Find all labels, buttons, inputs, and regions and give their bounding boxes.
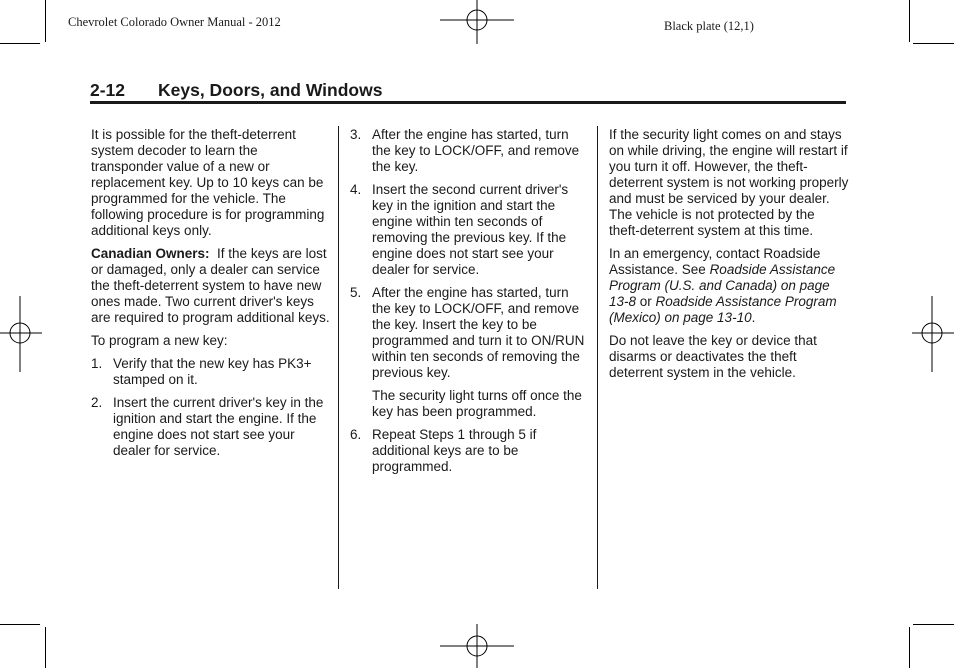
- key-warning-paragraph: Do not leave the key or device that disarms or deactivates the theft deterrent system in the vehicle.: [609, 333, 817, 380]
- header-rule: [90, 101, 846, 104]
- column-divider: [597, 126, 598, 589]
- registration-mark-bottom: [440, 624, 514, 668]
- step-item: [350, 285, 590, 420]
- steps-list: [350, 127, 590, 475]
- manual-title-plate: Chevrolet Colorado Owner Manual - 2012: [68, 15, 281, 29]
- step-text: Insert the current driver's key in the ignition and start the engine. If the engine does not start see your dealer for service.: [113, 395, 324, 458]
- canadian-owners-text: If the keys are lost or damaged, only a dealer can service the theft-deterrent system to have new ones made. Two current driver's keys are required to program additional keys.: [91, 246, 330, 325]
- step-item: [350, 427, 590, 475]
- emergency-prefix: In an emergency, contact Roadside Assistance. See: [609, 246, 821, 277]
- emergency-conjunction: or: [636, 294, 656, 309]
- step-text: Insert the second current driver's key in the ignition and start the engine within ten seconds of removing the previous key. If the engine does not start see your dealer for service.: [372, 182, 569, 277]
- page-number: 2-12: [90, 80, 126, 100]
- steps-list: [91, 356, 331, 459]
- roadside-mexico-reference[interactable]: Roadside Assistance Program (Mexico) on page 13-10: [609, 294, 837, 325]
- registration-mark-top: [440, 0, 514, 44]
- column-1: [91, 127, 331, 466]
- step-number: 5.: [350, 285, 362, 300]
- step-number: 3.: [350, 127, 362, 142]
- column-3: [609, 127, 849, 388]
- roadside-us-canada-reference[interactable]: Roadside Assistance Program (U.S. and Canada) on page 13-8: [609, 262, 836, 309]
- step-text: Verify that the new key has PK3+ stamped on it.: [113, 356, 312, 387]
- crop-mark: [0, 43, 40, 44]
- registration-mark-left: [0, 296, 42, 372]
- step-number: 2.: [91, 395, 103, 410]
- step-item: [350, 127, 590, 175]
- step-number: 1.: [91, 356, 103, 371]
- registration-mark-right: [912, 296, 954, 372]
- crop-mark: [45, 627, 46, 668]
- emergency-paragraph: [609, 246, 849, 326]
- page-header: [90, 80, 846, 102]
- crop-mark: [45, 0, 46, 42]
- crop-mark: [913, 43, 954, 44]
- step-number: 6.: [350, 427, 362, 442]
- crop-mark: [913, 624, 954, 625]
- step-item: [350, 182, 590, 278]
- program-intro: To program a new key:: [91, 333, 228, 348]
- step-text: After the engine has started, turn the key to LOCK/OFF, and remove the key.: [372, 127, 580, 174]
- step-note: The security light turns off once the key has been programmed.: [372, 388, 582, 419]
- crop-mark: [909, 0, 910, 42]
- canadian-owners-label: Canadian Owners:: [91, 246, 210, 261]
- canadian-owners-paragraph: [91, 246, 331, 326]
- step-item: [91, 356, 331, 388]
- crop-mark: [909, 627, 910, 668]
- black-plate-label: Black plate (12,1): [664, 19, 754, 33]
- step-item: [91, 395, 331, 459]
- crop-mark: [0, 624, 40, 625]
- security-light-paragraph: If the security light comes on and stays on while driving, the engine will restart if you turn it off. However, the theft-deterrent system is not working properly and must be serviced by your dealer. The vehicle is not protected by the theft-deterrent system at this time.: [609, 127, 849, 238]
- section-title: Keys, Doors, and Windows: [158, 80, 383, 100]
- step-number: 4.: [350, 182, 362, 197]
- column-divider: [338, 126, 339, 589]
- column-2: [350, 127, 590, 482]
- step-text: Repeat Steps 1 through 5 if additional keys are to be programmed.: [372, 427, 537, 474]
- emergency-suffix: .: [751, 310, 756, 325]
- intro-paragraph: It is possible for the theft-deterrent system decoder to learn the transponder value of a new or replacement key. Up to 10 keys can be programmed for the vehicle. The following procedure is for programming additional keys only.: [91, 127, 325, 238]
- step-text: After the engine has started, turn the key to LOCK/OFF, and remove the key. Insert the key to be programmed and turn it to ON/RUN within ten seconds of removing the previous key.: [372, 285, 585, 380]
